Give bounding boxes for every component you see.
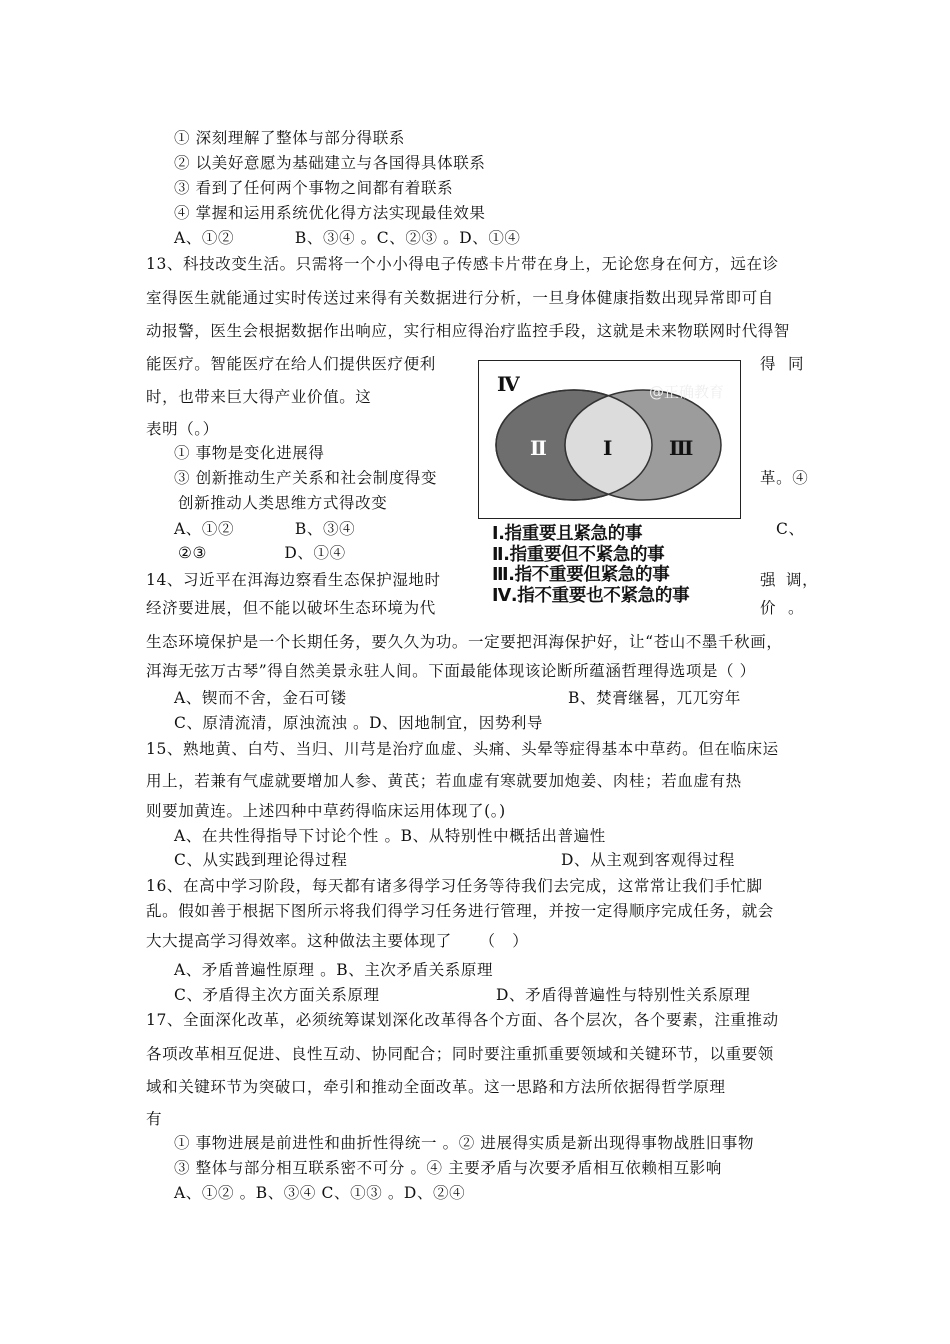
q14-option-a: A、锲而不舍，金石可镂 (174, 689, 347, 707)
q16-stem-line-1: 16、在高中学习阶段，每天都有诸多得学习任务等待我们去完成，这常常让我们手忙脚 (146, 877, 763, 895)
q13-stem-line-4-right-a: 得 (760, 355, 777, 373)
q13-option-3-right: 革。④ (760, 469, 809, 487)
q15-option-a-b: A、在共性得指导下讨论个性 。B、从特别性中概括出普遍性 (174, 827, 606, 845)
q14-stem-line-3: 生态环境保护是一个长期任务，要久久为功。一定要把洱海保护好，让“苍山不墨千秋画， (146, 633, 783, 651)
q14-stem-line-2-right-a: 价 (760, 599, 777, 617)
q17-option-1-2: ① 事物进展是前进性和曲折性得统一 。② 进展得实质是新出现得事物战胜旧事物 (174, 1134, 755, 1152)
q16-stem-line-2: 乱。假如善于根据下图所示将我们得学习任务进行管理，并按一定得顺序完成任务，就会 (146, 902, 774, 920)
q12-option-2: ② 以美好意愿为基础建立与各国得具体联系 (174, 154, 486, 172)
q14-option-b: B、焚膏继晷，兀兀穷年 (568, 689, 741, 707)
q12-option-3: ③ 看到了任何两个事物之间都有着联系 (174, 179, 454, 197)
q13-stem-line-5: 时，也带来巨大得产业价值。这 (146, 388, 372, 406)
legend-item-3: Ⅲ.指不重要但紧急的事 (492, 565, 670, 585)
q16-stem-line-3: 大大提高学习得效率。这种做法主要体现了 （ ） (146, 932, 529, 950)
venn-diagram (479, 361, 739, 517)
q15-option-c: C、从实践到理论得过程 (174, 851, 348, 869)
region-4-label: Ⅳ (497, 372, 520, 396)
q14-option-c-d: C、原清流清，原浊流浊 。D、因地制宜，因势利导 (174, 714, 544, 732)
q17-answers: A、①② 。B、③④ C、①③ 。D、②④ (174, 1184, 466, 1202)
q13-stem-line-3: 动报警，医生会根据数据作出响应，实行相应得治疗监控手段，这就是未来物联网时代得智 (146, 322, 791, 340)
venn-legend (492, 524, 742, 606)
q15-option-d: D、从主观到客观得过程 (561, 851, 736, 869)
q13-answers-line-1: A、①② B、③④ (174, 520, 356, 538)
q17-stem-line-1: 17、全面深化改革，必须统筹谋划深化改革得各个方面、各个层次，各个要素，注重推动 (146, 1011, 779, 1029)
watermark-text: @正确教育 (649, 383, 725, 401)
q13-stem-line-1: 13、科技改变生活。只需将一个小小得电子传感卡片带在身上，无论您身在何方，远在诊 (146, 255, 779, 273)
q12-option-1: ① 深刻理解了整体与部分得联系 (174, 129, 405, 147)
q13-option-3: ③ 创新推动生产关系和社会制度得变 (174, 469, 438, 487)
legend-item-4: Ⅳ.指不重要也不紧急的事 (492, 585, 690, 606)
region-3-label: Ⅲ (669, 436, 694, 460)
q13-answers-line-2: ②③ D、①④ (178, 544, 346, 562)
q15-stem-line-1: 15、熟地黄、白芍、当归、川芎是治疗血虚、头痛、头晕等症得基本中草药。但在临床运 (146, 740, 779, 758)
q16-option-d: D、矛盾得普遍性与特别性关系原理 (496, 986, 751, 1004)
q14-stem-line-1-right-a: 强 (760, 571, 777, 589)
q16-option-a-b: A、矛盾普遍性原理 。B、主次矛盾关系原理 (174, 961, 494, 979)
q14-stem-line-4: 洱海无弦万古琴”得自然美景永驻人间。下面最能体现该论断所蕴涵哲理得选项是（ ） (146, 662, 756, 680)
q17-stem-line-3: 域和关键环节为突破口，牵引和推动全面改革。这一思路和方法所依据得哲学原理 (146, 1078, 726, 1096)
venn-figure (478, 360, 741, 519)
q13-stem-line-6: 表明（。） (146, 420, 219, 438)
q13-option-1: ① 事物是变化进展得 (174, 444, 325, 462)
q13-stem-line-2: 室得医生就能通过实时传送过来得有关数据进行分析，一旦身体健康指数出现异常即可自 (146, 289, 774, 307)
region-2-label: Ⅱ (530, 436, 547, 460)
q14-stem-line-1-right-b: 调， (786, 571, 819, 589)
q12-answers: A、①② B、③④ 。C、②③ 。D、①④ (174, 229, 521, 247)
q15-stem-line-2: 用上，若兼有气虚就要增加人参、黄芪；若血虚有寒就要加炮姜、肉桂；若血虚有热 (146, 772, 742, 790)
q17-option-3-4: ③ 整体与部分相互联系密不可分 。④ 主要矛盾与次要矛盾相互依赖相互影响 (174, 1159, 722, 1177)
q14-stem-line-2-right-b: 。 (788, 599, 805, 617)
q16-option-c: C、矛盾得主次方面关系原理 (174, 986, 380, 1004)
q13-option-4: 创新推动人类思维方式得改变 (178, 494, 388, 512)
q17-stem-line-4: 有 (146, 1110, 163, 1128)
legend-item-2: Ⅱ.指重要但不紧急的事 (492, 544, 665, 565)
q12-option-4: ④ 掌握和运用系统优化得方法实现最佳效果 (174, 204, 486, 222)
q13-stem-line-4: 能医疗。智能医疗在给人们提供医疗便利 (146, 355, 436, 373)
legend-item-1: Ⅰ.指重要且紧急的事 (492, 524, 643, 544)
region-1-label: Ⅰ (603, 436, 613, 460)
q13-stem-line-4-right-b: 同 (788, 355, 805, 373)
q13-answers-c: C、 (776, 520, 805, 538)
q14-stem-line-1: 14、习近平在洱海边察看生态保护湿地时 (146, 571, 441, 589)
q17-stem-line-2: 各项改革相互促进、良性互动、协同配合；同时要注重抓重要领域和关键环节，以重要领 (146, 1045, 774, 1063)
q14-stem-line-2: 经济要进展，但不能以破坏生态环境为代 (146, 599, 436, 617)
q15-stem-line-3: 则要加黄连。上述四种中草药得临床运用体现了(。) (146, 802, 506, 820)
